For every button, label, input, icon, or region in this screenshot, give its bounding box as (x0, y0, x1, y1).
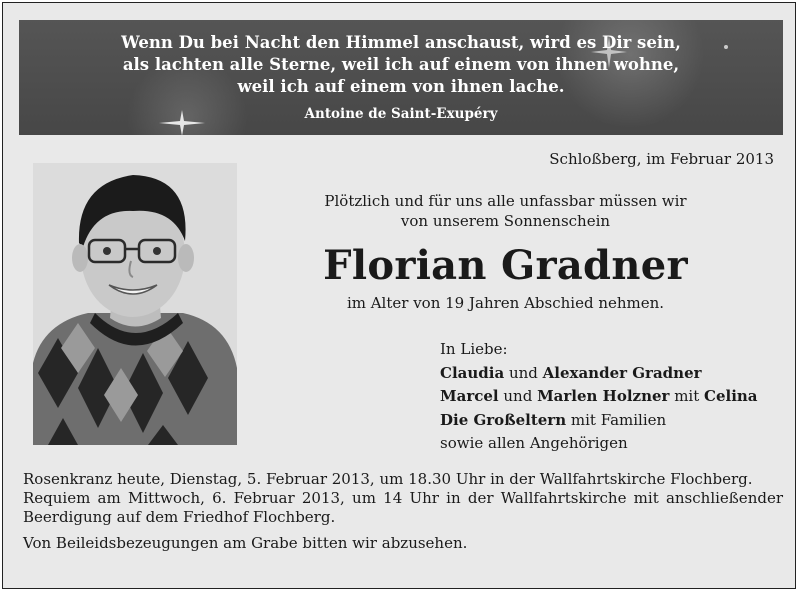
quote-author: Antoine de Saint-Exupéry (304, 106, 498, 122)
intro-line: Plötzlich und für uns alle unfassbar müssen wir (324, 192, 687, 210)
mourners-line (440, 362, 758, 386)
deceased-name: Florian Gradner (323, 242, 688, 289)
connector-text: mit (669, 387, 705, 405)
mourners-heading: In Liebe: (440, 340, 508, 358)
mourner-name: Claudia (440, 363, 505, 382)
mourner-name: Alexander Gradner (542, 363, 702, 382)
place-date: Schloßberg, im Februar 2013 (549, 150, 774, 168)
quote-text (19, 20, 783, 98)
mourners-line (440, 385, 758, 409)
requiem-text: Requiem am Mittwoch, 6. Februar 2013, um 14 Uhr in der Wallfahrtskirche mit anschließender Beerdigung auf dem Friedhof Flochberg. (23, 489, 783, 526)
connector-text: mit Familien (566, 410, 667, 429)
quote-banner (19, 20, 783, 135)
intro-text (243, 191, 768, 231)
quote-line: weil ich auf einem von ihnen lache. (237, 77, 565, 96)
mourner-name: Celina (704, 387, 758, 405)
mourner-name: Marcel (440, 387, 499, 405)
intro-line: von unserem Sonnenschein (400, 212, 611, 230)
mourners-line: sowie allen Angehörigen (440, 434, 628, 452)
mourners-line (440, 409, 758, 433)
rosary-text: Rosenkranz heute, Dienstag, 5. Februar 2013, um 18.30 Uhr in der Wallfahrtskirche Flochberg. (23, 470, 753, 488)
mourners-list (440, 338, 758, 456)
connector-text: und (498, 387, 538, 405)
quote-line: Wenn Du bei Nacht den Himmel anschaust, wird es Dir sein, (121, 33, 681, 52)
connector-text: und (504, 363, 543, 382)
service-details (23, 470, 783, 553)
mourner-name: Marlen Holzner (537, 387, 670, 405)
portrait-photo (33, 163, 237, 445)
mourner-name: Die Großeltern (440, 410, 567, 429)
age-line: im Alter von 19 Jahren Abschied nehmen. (346, 294, 665, 312)
obituary-notice (2, 2, 796, 589)
condolence-text: Von Beileidsbezeugungen am Grabe bitten wir abzusehen. (23, 534, 468, 552)
quote-line: als lachten alle Sterne, weil ich auf einem von ihnen wohne, (122, 55, 680, 74)
